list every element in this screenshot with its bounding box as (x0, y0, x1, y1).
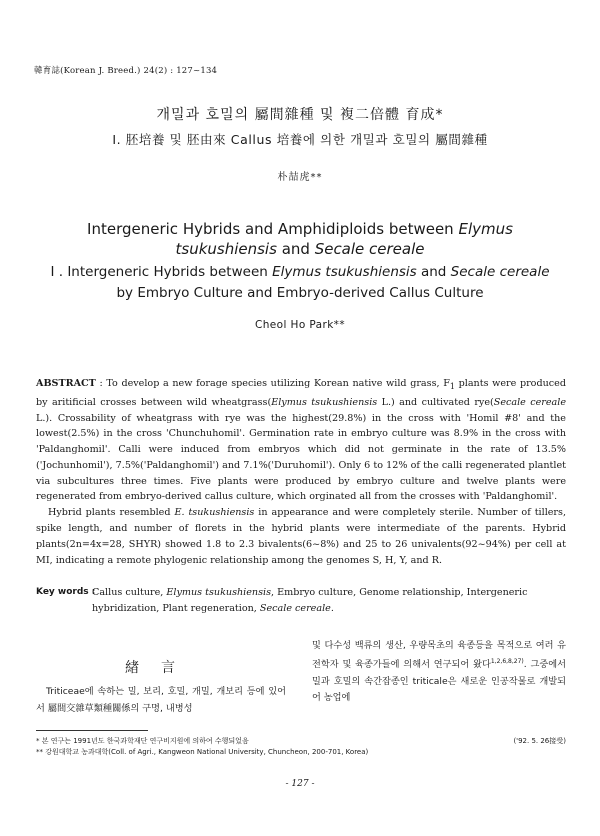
intro-text: 및 다수성 백류의 생산, 우량목초의 육종등을 목적으로 여러 유전학자 및 육종가들에 의해서 연구되어 왔다 (312, 640, 566, 671)
abstract-text: L.) and cultivated rye( (377, 396, 494, 408)
english-title-sub (0, 262, 600, 304)
abstract-paragraph-1 (36, 376, 566, 505)
english-title-main (0, 219, 600, 259)
intro-heading: 緖言 (125, 660, 197, 676)
intro-left-column (36, 660, 286, 717)
abstract-paragraph-2 (36, 505, 566, 568)
keywords-text: , Embryo culture, Genome relationship, Intergeneric hybridization, Plant regeneration, (92, 587, 528, 614)
abstract (36, 376, 566, 568)
title-text: Intergeneric Hybrids and Amphidiploids between (87, 220, 459, 238)
footnote-2-text: ** 강원대학교 농과대학(Coll. of Agri., Kangweon National University, Chuncheon, 200-701, Korea) (36, 748, 369, 756)
abstract-separator: : (95, 378, 107, 389)
korean-author: 朴喆虎** (277, 172, 323, 183)
title-italic: tsukushiensis (175, 240, 277, 258)
footnote-1 (36, 736, 566, 747)
footnote-1-text: * 본 연구는 1991년도 한국과학재단 연구비지원에 의하여 수행되었음 (36, 737, 249, 745)
keywords-label: Key words : (36, 587, 96, 597)
title-text: and (276, 240, 315, 258)
abstract-italic: E. tsukushiensis (174, 507, 255, 519)
keywords-list (36, 585, 566, 617)
intro-left-text: Triticeae에 속하는 밀, 보리, 호밀, 개밀, 개보리 등에 있어서 屬間交雜草類種關係의 구명, 내병성 (36, 686, 286, 714)
title-text: I . Intergeneric Hybrids between (50, 264, 273, 280)
abstract-italic: Elymus tsukushiensis (271, 396, 378, 408)
keywords-text: Callus culture, (92, 587, 167, 598)
footnotes (36, 736, 566, 758)
abstract-text: plants were produced by aritificial crosses between wild wheatgrass( (36, 378, 566, 408)
title-italic: Elymus (458, 220, 513, 238)
abstract-subscript: 1 (449, 381, 455, 391)
received-date: ('92. 5. 26接受) (513, 737, 566, 745)
page-number: - 127 - (285, 779, 315, 789)
title-text: and (416, 264, 451, 280)
citation-superscript: 1,2,6,8,27) (490, 658, 524, 666)
abstract-text: in appearance and were completely sterile. Number of tillers, spike length, and number of florets in the hybrid plants were intermediate of the parents. Hybrid plants(2n=4x=28, SHYR) showed 1.8 to 2.3 bivalents(6~8%) and 25 to 26 univalents(92~94%) per cell at MI, indicating a remote phylogenic relationship among the genomes S, H, Y, and R. (36, 507, 566, 566)
footnote-2 (36, 747, 566, 758)
abstract-text: L.). Crossability of wheatgrass with rye was the highest(29.8%) in the cross with 'Homil #8' and the lowest(2.5%) in the cross 'Chunchuhomil'. Germination rate in embryo culture was 8.9% in the cross with 'Paldanghomil'. Calli were induced from embryos which did not germinate in the rate of 13.5%('Jochunhomil'), 7.5%('Paldanghomil') and 7.1%('Duruhomil'). Only 6 to 12% of the calli regenerated plantlet via subcultures three times. Five plants were produced by embryo culture and twelve plants were regenerated from embryo-derived callus culture, which orginated all from the crosses with 'Paldanghomil'. (36, 412, 566, 503)
abstract-italic: Secale cereale (493, 396, 567, 408)
footnote-divider (36, 730, 148, 731)
korean-title-sub: I. 胚培養 및 胚由來 Callus 培養에 의한 개밀과 호밀의 屬間雜種 (112, 132, 488, 147)
title-italic: Secale cereale (314, 240, 425, 258)
title-text: by Embryo Culture and Embryo-derived Callus Culture (116, 285, 484, 301)
intro-text: . 그중에서 밀과 호밀의 속간잡종인 triticale은 새로운 인공작물로 개발되어 농업에 (312, 659, 566, 704)
journal-citation: 韓育誌(Korean J. Breed.) 24(2) : 127~134 (34, 66, 218, 76)
title-italic: Secale cereale (450, 264, 550, 280)
intro-right-column (312, 638, 566, 707)
intro-right-text (312, 638, 566, 707)
abstract-text: To develop a new forage species utilizing Korean native wild grass, F (106, 378, 450, 389)
keywords-italic: Secale cereale (259, 602, 331, 614)
keywords-italic: Elymus tsukushiensis (166, 587, 272, 598)
keywords (36, 584, 566, 617)
keywords-text: . (330, 602, 334, 614)
english-author: Cheol Ho Park** (255, 319, 345, 331)
abstract-label: ABSTRACT (36, 378, 96, 389)
abstract-text: Hybrid plants resembled (48, 507, 175, 519)
korean-title-main: 개밀과 호밀의 屬間雜種 및 複二倍體 育成* (156, 107, 444, 123)
title-italic: Elymus tsukushiensis (272, 264, 417, 280)
